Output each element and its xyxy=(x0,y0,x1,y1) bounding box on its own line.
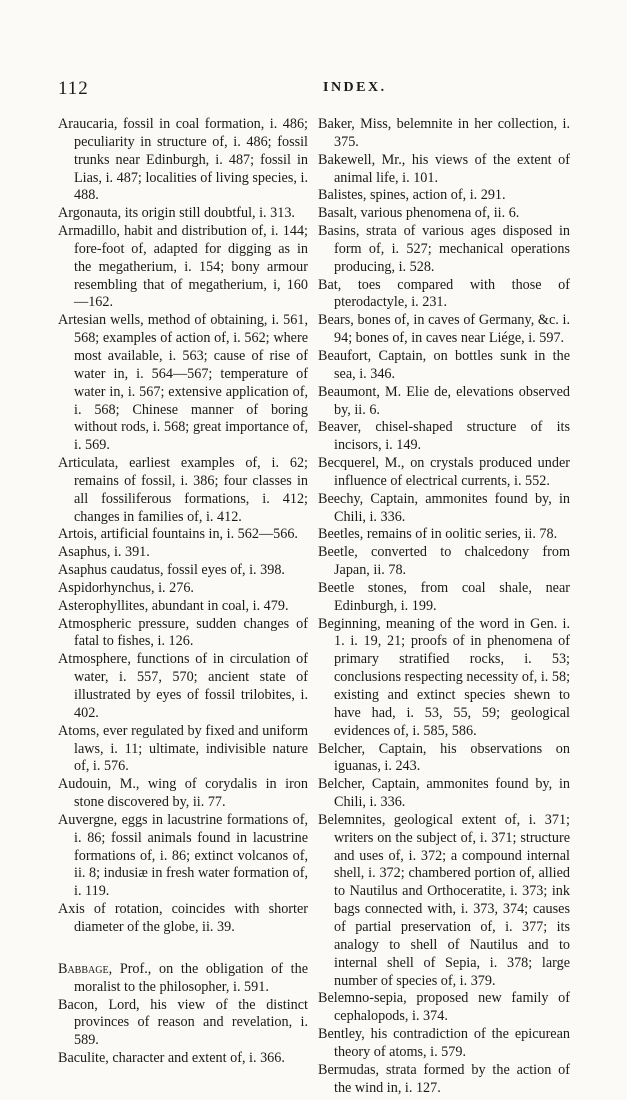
index-entry xyxy=(58,312,308,455)
index-entry xyxy=(318,491,570,527)
index-entry xyxy=(58,205,308,223)
index-entry-text: Beetle, converted to chalcedony from Japan, ii. 78. xyxy=(318,544,570,579)
index-entry xyxy=(58,776,308,812)
index-entry xyxy=(58,116,308,205)
index-entry xyxy=(318,580,570,616)
index-entry xyxy=(318,312,570,348)
index-entry xyxy=(318,187,570,205)
index-entry-text: Asterophyllites, abundant in coal, i. 479. xyxy=(58,597,289,614)
index-entry xyxy=(58,526,308,544)
index-entry xyxy=(318,776,570,812)
index-entry xyxy=(318,223,570,277)
index-entry xyxy=(318,741,570,777)
index-entry xyxy=(318,1062,570,1098)
index-entry-text: Basalt, various phenomena of, ii. 6. xyxy=(318,205,520,222)
index-entry-text: Audouin, M., wing of corydalis in iron stone discovered by, ii. 77. xyxy=(58,776,308,811)
index-entry-text: Belcher, Captain, his observations on iguanas, i. 243. xyxy=(318,740,570,775)
index-entry-text: Basins, strata of various ages disposed in form of, i. 527; mechanical operations producing, i. 528. xyxy=(318,223,570,275)
index-entry-text: Asaphus, i. 391. xyxy=(58,544,150,561)
index-entry xyxy=(58,455,308,526)
running-head: INDEX. xyxy=(323,80,387,95)
index-entry xyxy=(58,616,308,652)
index-entry xyxy=(318,419,570,455)
index-entry-text: Auvergne, eggs in lacustrine formations of, i. 86; fossil animals found in lacustrine formations of, i. 86; extinct volcanos of, ii. 8; indusiæ in fresh water formation of, i. 119. xyxy=(58,811,308,900)
index-entry xyxy=(58,598,308,616)
index-entry-text: Bat, toes compared with those of pterodactyle, i. 231. xyxy=(318,276,570,311)
index-entry-text: Bermudas, strata formed by the action of the wind in, i. 127. xyxy=(318,1061,570,1096)
index-entry-text: Argonauta, its origin still doubtful, i. 313. xyxy=(58,205,295,222)
index-entry-text: Belemno-sepia, proposed new family of cephalopods, i. 374. xyxy=(318,990,570,1025)
index-entry xyxy=(58,223,308,312)
index-column-right xyxy=(318,116,570,1097)
index-entry-text: Beaver, chisel-shaped structure of its incisors, i. 149. xyxy=(318,419,570,454)
index-entry-text: Baker, Miss, belemnite in her collection, i. 375. xyxy=(318,116,570,150)
index-entry-text: Balistes, spines, action of, i. 291. xyxy=(318,187,506,204)
index-entry xyxy=(58,723,308,777)
index-entry xyxy=(318,348,570,384)
index-entry xyxy=(58,544,308,562)
index-entry xyxy=(58,562,308,580)
index-entry-text: Baculite, character and extent of, i. 366. xyxy=(58,1050,285,1067)
index-entry-text: Articulata, earliest examples of, i. 62; remains of fossil, i. 386; four classes in all fossiliferous formations, i. 412; changes in families of, i. 412. xyxy=(58,455,308,525)
index-entry-text: Bacon, Lord, his view of the distinct provinces of reason and revelation, i. 589. xyxy=(58,996,308,1049)
index-entry xyxy=(318,812,570,990)
index-entry xyxy=(318,384,570,420)
index-entry-text: Belcher, Captain, ammonites found by, in Chili, i. 336. xyxy=(318,776,570,811)
index-entry-text: , Prof., on the obligation of the moralist to the philosopher, i. 591. xyxy=(74,960,308,995)
index-entry xyxy=(58,997,308,1051)
index-entry-text: Beaumont, M. Elie de, elevations observed by, ii. 6. xyxy=(318,383,570,418)
index-entry-text: Atmosphere, functions of in circulation of water, i. 557, 570; ancient state of illustrated by eyes of fossil trilobites, i. 402. xyxy=(58,651,308,721)
index-entry-text: Beaufort, Captain, on bottles sunk in the sea, i. 346. xyxy=(318,347,570,382)
index-entry-text: Bentley, his contradiction of the epicurean theory of atoms, i. 579. xyxy=(318,1026,570,1060)
index-entry-text: Armadillo, habit and distribution of, i. 144; fore-foot of, adapted for digging as in the megatherium, i. 154; bony armour resembling that of megatherium, i, 160—162. xyxy=(58,223,308,311)
index-column-left xyxy=(58,116,308,1068)
index-entry-text: Asaphus caudatus, fossil eyes of, i. 398. xyxy=(58,562,285,579)
index-entry xyxy=(58,1050,308,1068)
index-entry-text: Aspidorhynchus, i. 276. xyxy=(58,579,194,596)
index-entry-text: Bears, bones of, in caves of Germany, &c. i. 94; bones of, in caves near Liége, i. 597. xyxy=(318,312,570,347)
index-entry xyxy=(58,580,308,598)
index-entry-text: Atmospheric pressure, sudden changes of fatal to fishes, i. 126. xyxy=(58,615,308,650)
index-entry xyxy=(318,116,570,152)
index-entry xyxy=(318,1026,570,1062)
page-number: 112 xyxy=(58,78,89,99)
index-entry xyxy=(58,961,308,997)
index-entry xyxy=(318,152,570,188)
index-entry-text: Artesian wells, method of obtaining, i. 561, 568; examples of action of, i. 562; where most available, i. 563; cause of rise of water in, i. 564—567; temperature of water in, i. 567; extensive application of, i. 568; Chinese manner of boring without rods, i. 568; great importance of, i. 569. xyxy=(58,312,308,454)
index-entry-text: Atoms, ever regulated by fixed and uniform laws, i. 11; ultimate, indivisible nature of, i. 576. xyxy=(58,722,308,775)
index-entry-text: Beetle stones, from coal shale, near Edinburgh, i. 199. xyxy=(318,579,570,614)
index-entry xyxy=(58,901,308,937)
index-entry xyxy=(318,526,570,544)
index-entry xyxy=(58,812,308,901)
index-entry-text: Beginning, meaning of the word in Gen. i. 1. i. 19, 21; proofs of in phenomena of primary stratified rocks, i. 53; conclusions respecting necessity of, i. 58; existing and extinct species shewn to have had, i. 53, 55, 59; geological evidences of, i. 585, 586. xyxy=(318,615,571,739)
index-entry-heading: Babbage xyxy=(58,960,109,977)
index-entry xyxy=(318,277,570,313)
index-entry-text: Bakewell, Mr., his views of the extent of animal life, i. 101. xyxy=(318,151,570,186)
index-entry xyxy=(318,544,570,580)
index-entry-text: Araucaria, fossil in coal formation, i. 486; peculiarity in structure of, i. 486; fossil trunks near Edinburgh, i. 487; fossil in Lias, i. 487; localities of living species, i. 488. xyxy=(58,116,308,204)
index-entry xyxy=(318,616,570,741)
index-entry xyxy=(58,651,308,722)
index-entry xyxy=(318,455,570,491)
index-entry xyxy=(318,205,570,223)
index-entry xyxy=(318,990,570,1026)
index-entry-text: Beetles, remains of in oolitic series, ii. 78. xyxy=(318,526,558,543)
index-entry-text: Becquerel, M., on crystals produced under influence of electrical currents, i. 552. xyxy=(318,455,570,489)
index-entry-text: Artois, artificial fountains in, i. 562—566. xyxy=(58,526,298,543)
index-entry-text: Axis of rotation, coincides with shorter diameter of the globe, ii. 39. xyxy=(58,901,308,935)
page-header xyxy=(58,78,578,102)
index-entry-text: Belemnites, geological extent of, i. 371; writers on the subject of, i. 371; structure and uses of, i. 372; a compound internal shell, i. 372; chambered portion of, allied to Nautilus and Orthoceratite, i. 373; ink bags connected with, i. 373, 374; causes of partial preservation of, i. 377; its analogy to shell of Nautilus and to internal shell of Sepia, i. 378; large number of species of, i. 379. xyxy=(318,811,570,989)
index-entry-text: Beechy, Captain, ammonites found by, in Chili, i. 336. xyxy=(318,490,570,525)
